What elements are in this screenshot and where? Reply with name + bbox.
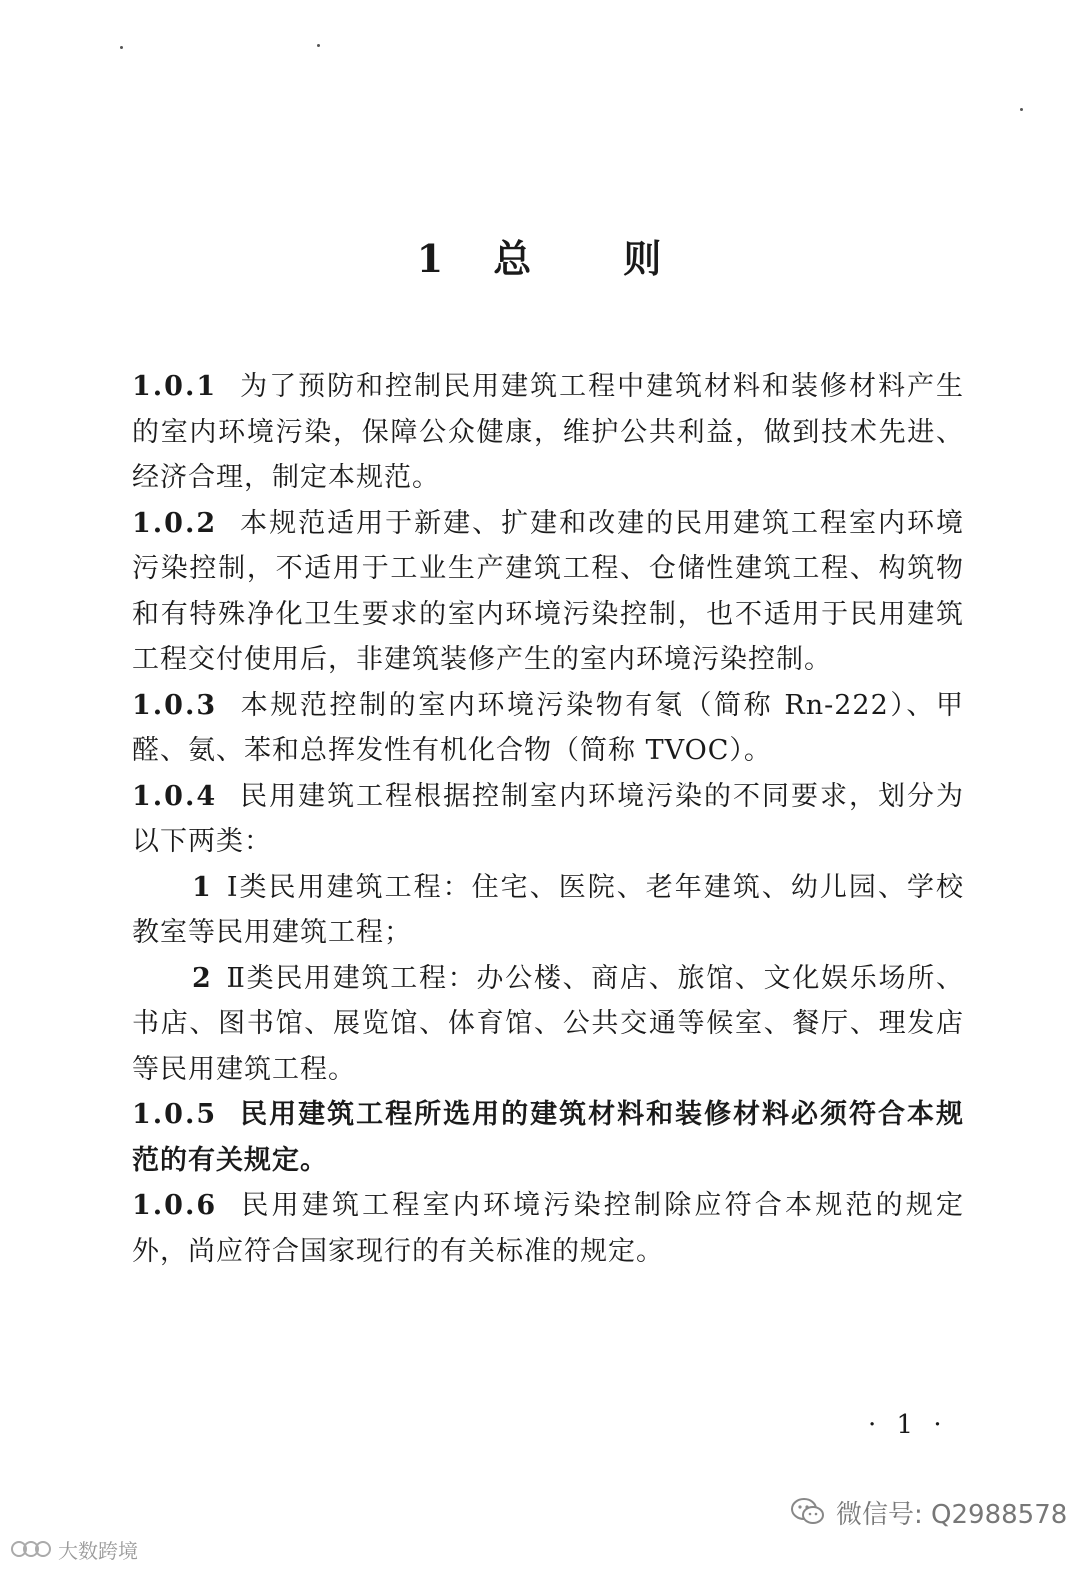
- site-watermark: [10, 1534, 138, 1564]
- item-number: 1: [192, 871, 212, 903]
- scan-speck: [1020, 108, 1023, 111]
- clause: [132, 364, 964, 501]
- clause-number: 1.0.5: [132, 1099, 218, 1130]
- list-item: [132, 956, 964, 1093]
- logo-icon: [10, 1537, 52, 1561]
- clause: [132, 683, 964, 774]
- chapter-title-char: 总: [493, 236, 534, 281]
- item-number: 2: [192, 962, 212, 994]
- item-text: Ⅰ类民用建筑工程：住宅、医院、老年建筑、幼儿园、学校教室等民用建筑工程；: [132, 871, 964, 948]
- clause-text: 本规范控制的室内环境污染物有氡（简称 Rn-222）、甲醛、氨、苯和总挥发性有机化合物（简称 TVOC）。: [132, 689, 964, 766]
- chapter-body: [132, 364, 964, 1274]
- clause-number: 1.0.1: [132, 371, 218, 402]
- clause-number: 1.0.3: [132, 689, 218, 721]
- clause-mandatory: [132, 1092, 964, 1183]
- clause-number: 1.0.6: [132, 1190, 218, 1221]
- clause-text: 民用建筑工程所选用的建筑材料和装修材料必须符合本规范的有关规定。: [132, 1099, 964, 1176]
- chapter-title: [0, 228, 1080, 283]
- clause: [132, 774, 964, 865]
- scan-speck: [120, 46, 123, 49]
- item-text: Ⅱ类民用建筑工程：办公楼、商店、旅馆、文化娱乐场所、书店、图书馆、展览馆、体育馆、公共交通等候室、餐厅、理发店等民用建筑工程。: [132, 962, 964, 1085]
- clause-text: 为了预防和控制民用建筑工程中建筑材料和装修材料产生的室内环境污染，保障公众健康，维护公共利益，做到技术先进、经济合理，制定本规范。: [132, 371, 964, 493]
- clause-text: 民用建筑工程室内环境污染控制除应符合本规范的规定外，尚应符合国家现行的有关标准的规定。: [132, 1190, 964, 1267]
- clause-number: 1.0.2: [132, 507, 218, 539]
- wechat-watermark: [790, 1492, 1067, 1532]
- list-item: [132, 865, 964, 956]
- clause: [132, 501, 964, 683]
- scan-speck: [317, 44, 320, 47]
- chapter-number: 1: [416, 236, 446, 281]
- clause-number: 1.0.4: [132, 780, 218, 812]
- clause: [132, 1183, 964, 1274]
- watermark-text: 微信号: Q2988578: [836, 1499, 1068, 1530]
- page-number: · 1 ·: [868, 1410, 948, 1440]
- clause-text: 民用建筑工程根据控制室内环境污染的不同要求，划分为以下两类：: [132, 780, 964, 857]
- chapter-title-char: 则: [623, 236, 664, 281]
- wechat-icon: [790, 1497, 826, 1527]
- clause-text: 本规范适用于新建、扩建和改建的民用建筑工程室内环境污染控制，不适用于工业生产建筑工程、仓储性建筑工程、构筑物和有特殊净化卫生要求的室内环境污染控制，也不适用于民用建筑工程交付使用后，非建筑装修产生的室内环境污染控制。: [132, 507, 964, 675]
- watermark-text: 大数跨境: [58, 1538, 138, 1563]
